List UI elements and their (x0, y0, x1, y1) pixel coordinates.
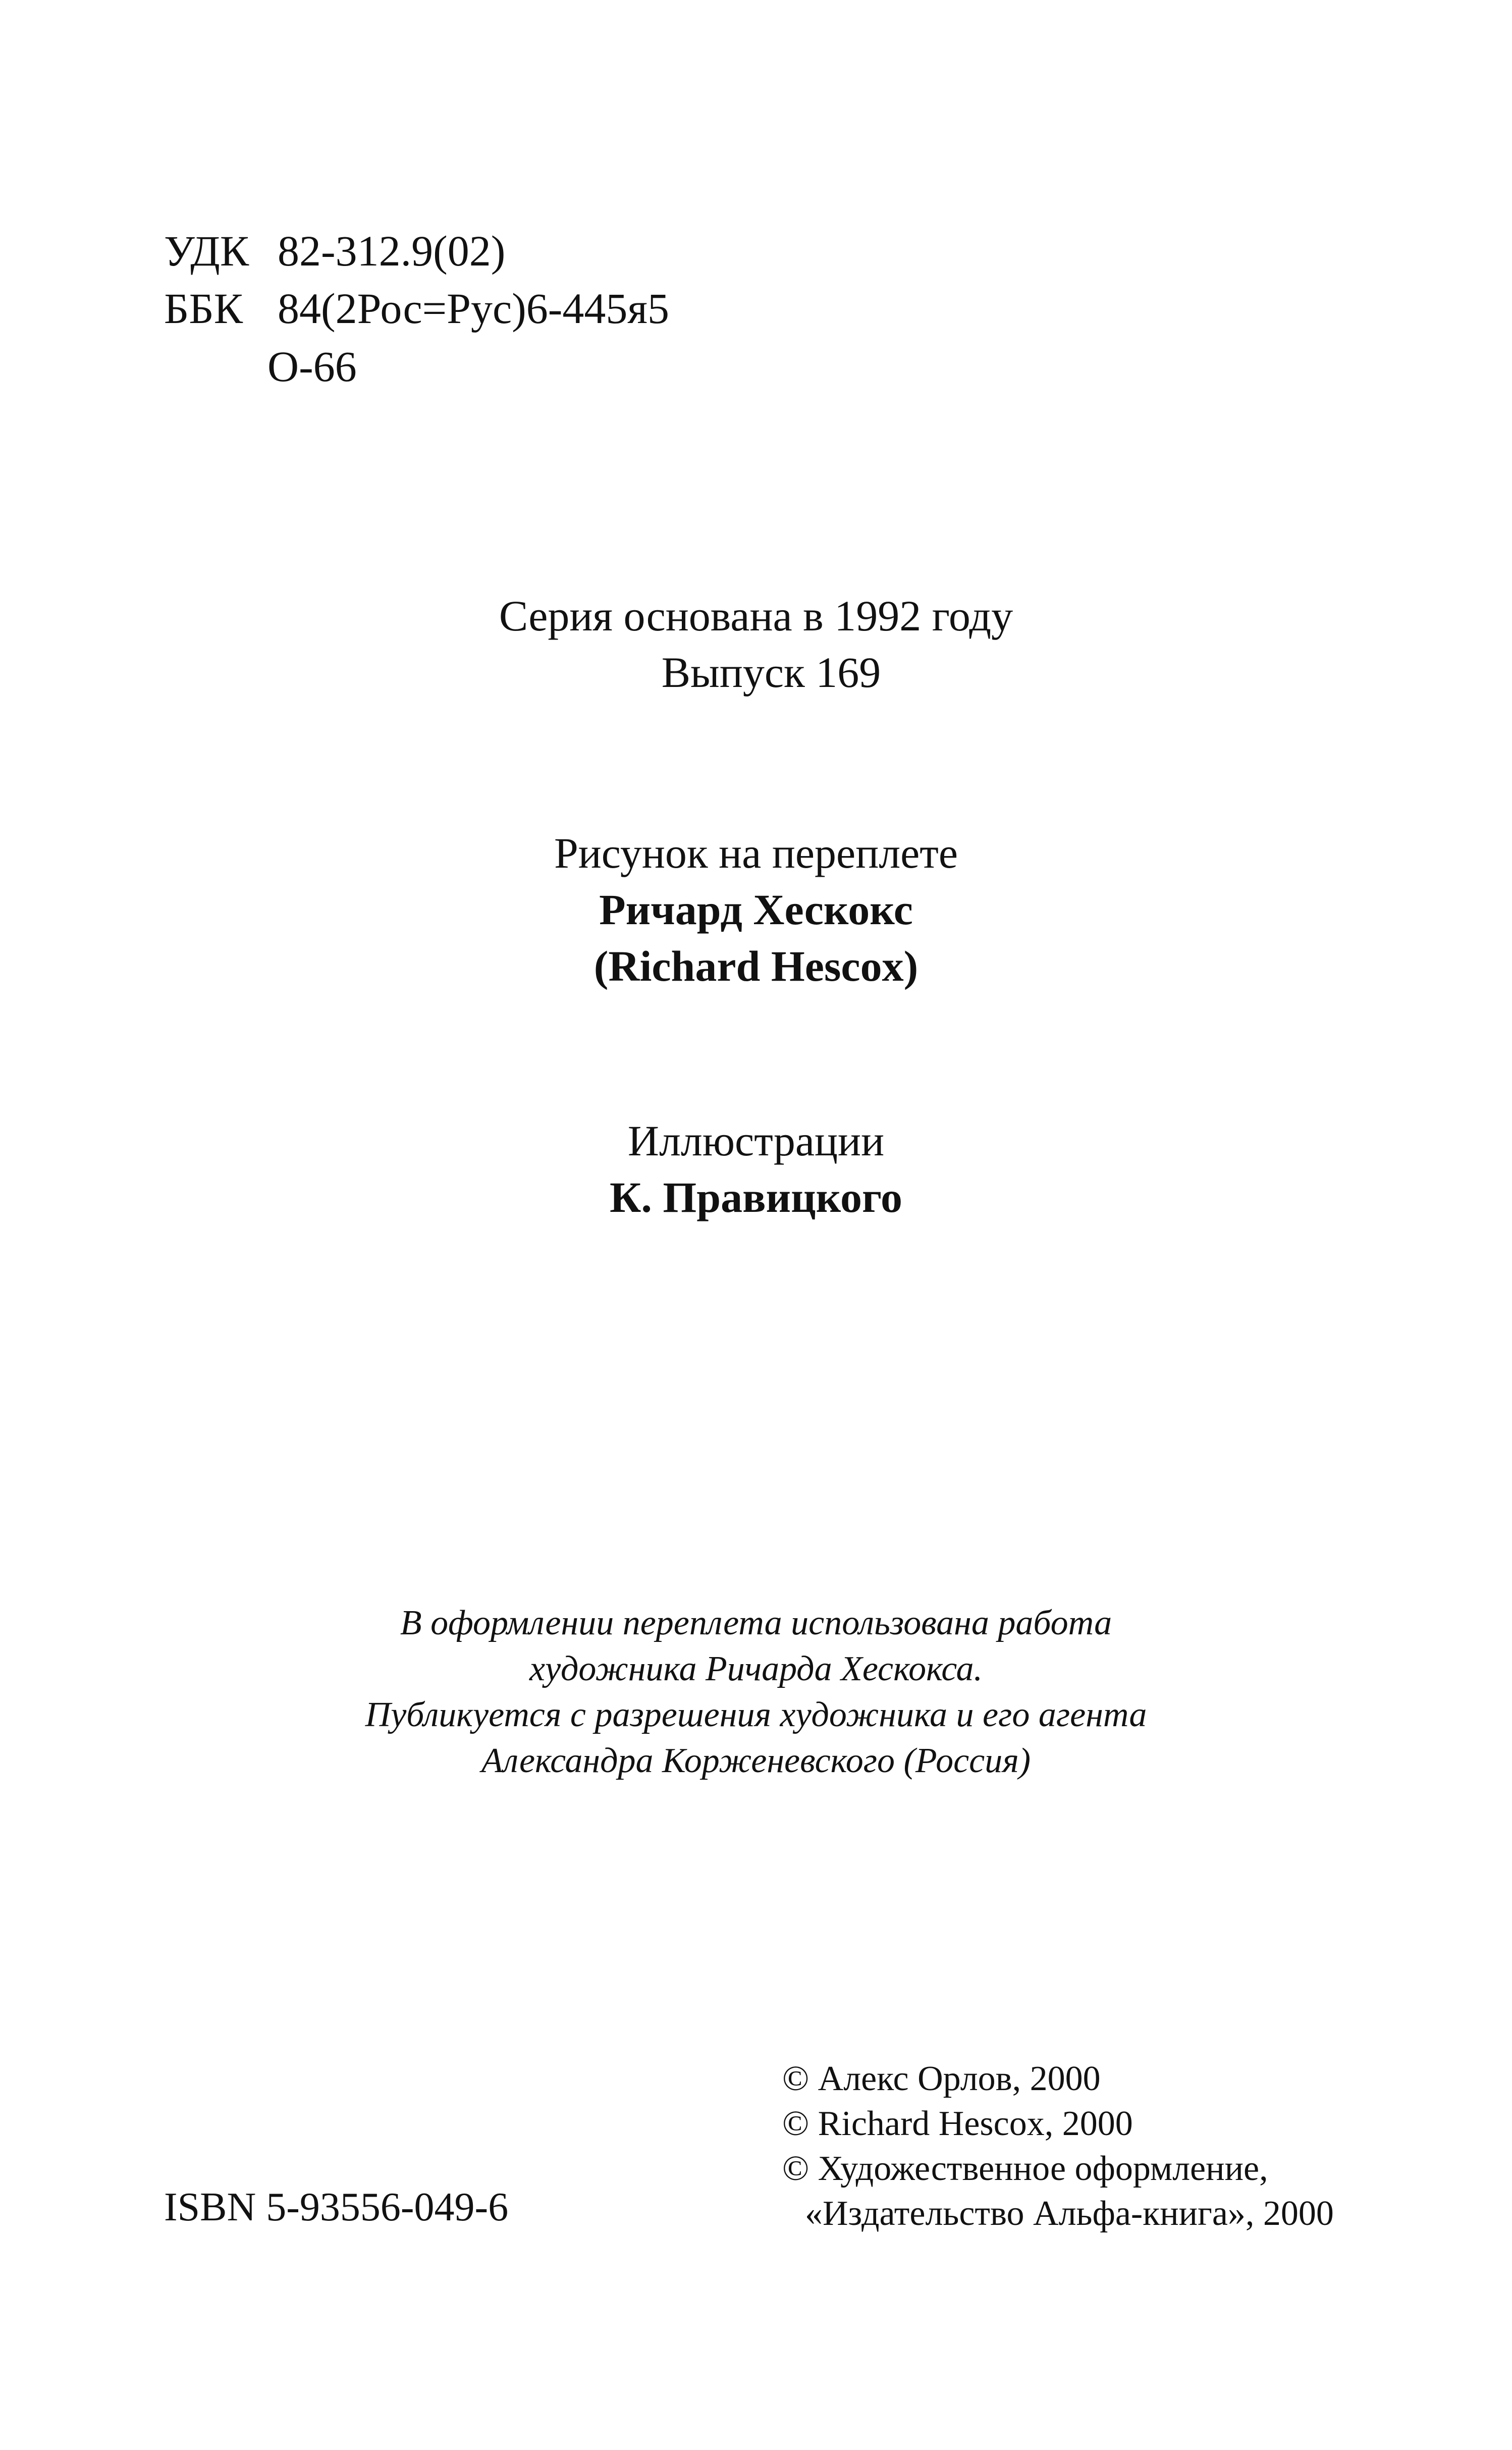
cover-art-credit (0, 825, 1512, 994)
copyright-block (782, 2057, 1334, 2236)
author-mark: О-66 (267, 342, 357, 391)
notice-line: В оформлении переплета использована работа (400, 1604, 1112, 1642)
cover-artist-en: (Richard Hescox) (593, 941, 919, 990)
illustrations-artist: К. Правицкого (610, 1173, 902, 1221)
copyright-line: © Алекс Орлов, 2000 (782, 2059, 1101, 2098)
cover-notice (0, 1600, 1512, 1784)
series-founded: Серия основана в 1992 году (499, 592, 1013, 640)
notice-line: Александра Корженевского (Россия) (481, 1741, 1031, 1780)
udk-label: УДК (164, 227, 249, 275)
isbn: ISBN 5-93556-049-6 (164, 2185, 509, 2229)
classification-codes (164, 222, 669, 395)
series-issue: Выпуск 169 (661, 648, 881, 697)
copyright-line: © Художественное оформление, (782, 2149, 1268, 2188)
bbk-value: 84(2Рос=Рус)6-445я5 (278, 284, 669, 333)
cover-artist-ru: Ричард Хескокс (599, 885, 913, 934)
series-info (0, 588, 1512, 701)
illustrations-credit (0, 1113, 1512, 1226)
copyright-line: © Richard Hescox, 2000 (782, 2104, 1133, 2143)
copyright-line: «Издательство Альфа-книга», 2000 (805, 2194, 1334, 2233)
bbk-row (164, 280, 669, 337)
udk-value: 82-312.9(02) (278, 227, 506, 275)
notice-line: Публикуется с разрешения художника и его агента (365, 1695, 1147, 1734)
bbk-label: ББК (164, 284, 243, 333)
udk-row (164, 222, 669, 280)
illustrations-caption: Иллюстрации (627, 1116, 885, 1165)
notice-line: художника Ричарда Хескокса. (529, 1649, 983, 1688)
cover-art-caption: Рисунок на переплете (554, 829, 958, 877)
